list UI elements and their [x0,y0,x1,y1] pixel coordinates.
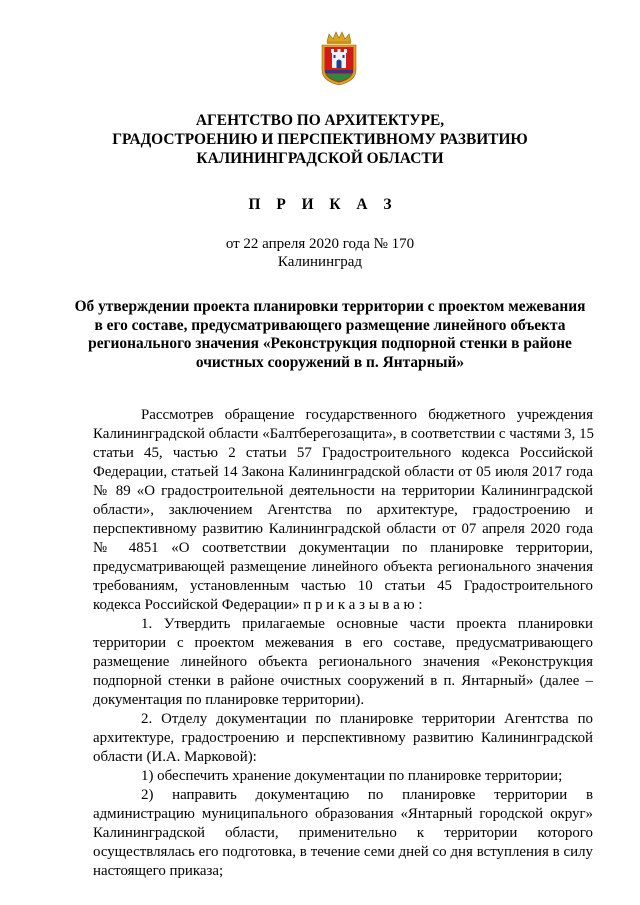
body-line: документация по планировке территории). [93,692,365,708]
body-line: кодекса Российской Федерации» п р и к а з ы в а ю : [93,597,423,613]
agency-line: ГРАДОСТРОЕНИЮ И ПЕРСПЕКТИВНОМУ РАЗВИТИЮ [112,131,528,148]
body-line: области (И.А. Марковой): [93,749,257,765]
body-line: статьи 45, частью 2 статьи 57 Градостроительного кодекса Российской [93,445,593,461]
agency-name [60,111,580,168]
coat-of-arms-icon [319,30,359,86]
body-line: требованиям, установленным частью 10 статьи 45 Градостроительного [93,578,593,594]
body-line: осуществлялась его подготовка, в течение семи дней со дня вступления в силу [93,844,593,860]
body-line: подпорной стенки в районе очистных сооружений в п. Янтарный» (далее – [93,673,593,689]
body-line: 2) направить документацию по планировке территории в [141,787,593,803]
body-line: Федерации, статьей 14 Закона Калининградской области от 05 июля 2017 года [93,464,593,480]
agency-line: АГЕНТСТВО ПО АРХИТЕКТУРЕ, [195,112,445,129]
agency-line: КАЛИНИНГРАДСКОЙ ОБЛАСТИ [196,150,444,167]
body-line: настоящего приказа; [93,863,224,879]
order-title: П Р И К А З [248,196,398,213]
body-line: № 89 «О градостроительной деятельности на территории Калининградской [93,483,593,499]
subject-line: в его составе, предусматривающего размещение линейного объекта [94,316,566,334]
body-line: архитектуре, градостроению и перспективному развитию Калининградской [93,730,593,746]
body-line: Рассмотрев обращение государственного бюджетного учреждения [141,407,593,423]
body-line: № 4851 «О соответствии документации по планировке территории, [93,540,593,556]
body-line: администрацию муниципального образования «Янтарный городской округ» [93,806,593,822]
body-line: Калининградской области, применительно к территории которого [93,825,593,841]
body-line: перспективному развитию Калининградской области от 07 апреля 2020 года [93,521,593,537]
order-city: Калининград [277,254,363,270]
body-line: области», заключением Агентства по архитектуре, градостроению и [93,502,593,518]
subject-line: Об утверждении проекта планировки территории с проектом межевания [74,298,586,315]
body-line: Калининградской области «Балтберегозащита», в соответствии с частями 3, 15 [93,426,594,442]
body-line: предусматривающей размещение линейного объекта регионального значения [93,559,593,575]
order-date: от 22 апреля 2020 года № 170 [225,236,415,252]
body-line: 1. Утвердить прилагаемые основные части проекта планировки [141,616,593,632]
subject-line: регионального значения «Реконструкция подпорной стенки в районе [88,335,572,352]
order-subject [70,298,590,372]
body-line: размещение линейного объекта регионального значения «Реконструкция [93,654,593,670]
body-line: 2. Отделу документации по планировке территории Агентства по [141,711,593,727]
subject-line: очистных сооружений в п. Янтарный» [195,353,465,371]
body-line: 1) обеспечить хранение документации по планировке территории; [141,768,563,784]
body-line: территории с проектом межевания в его составе, предусматривающего [93,635,593,651]
